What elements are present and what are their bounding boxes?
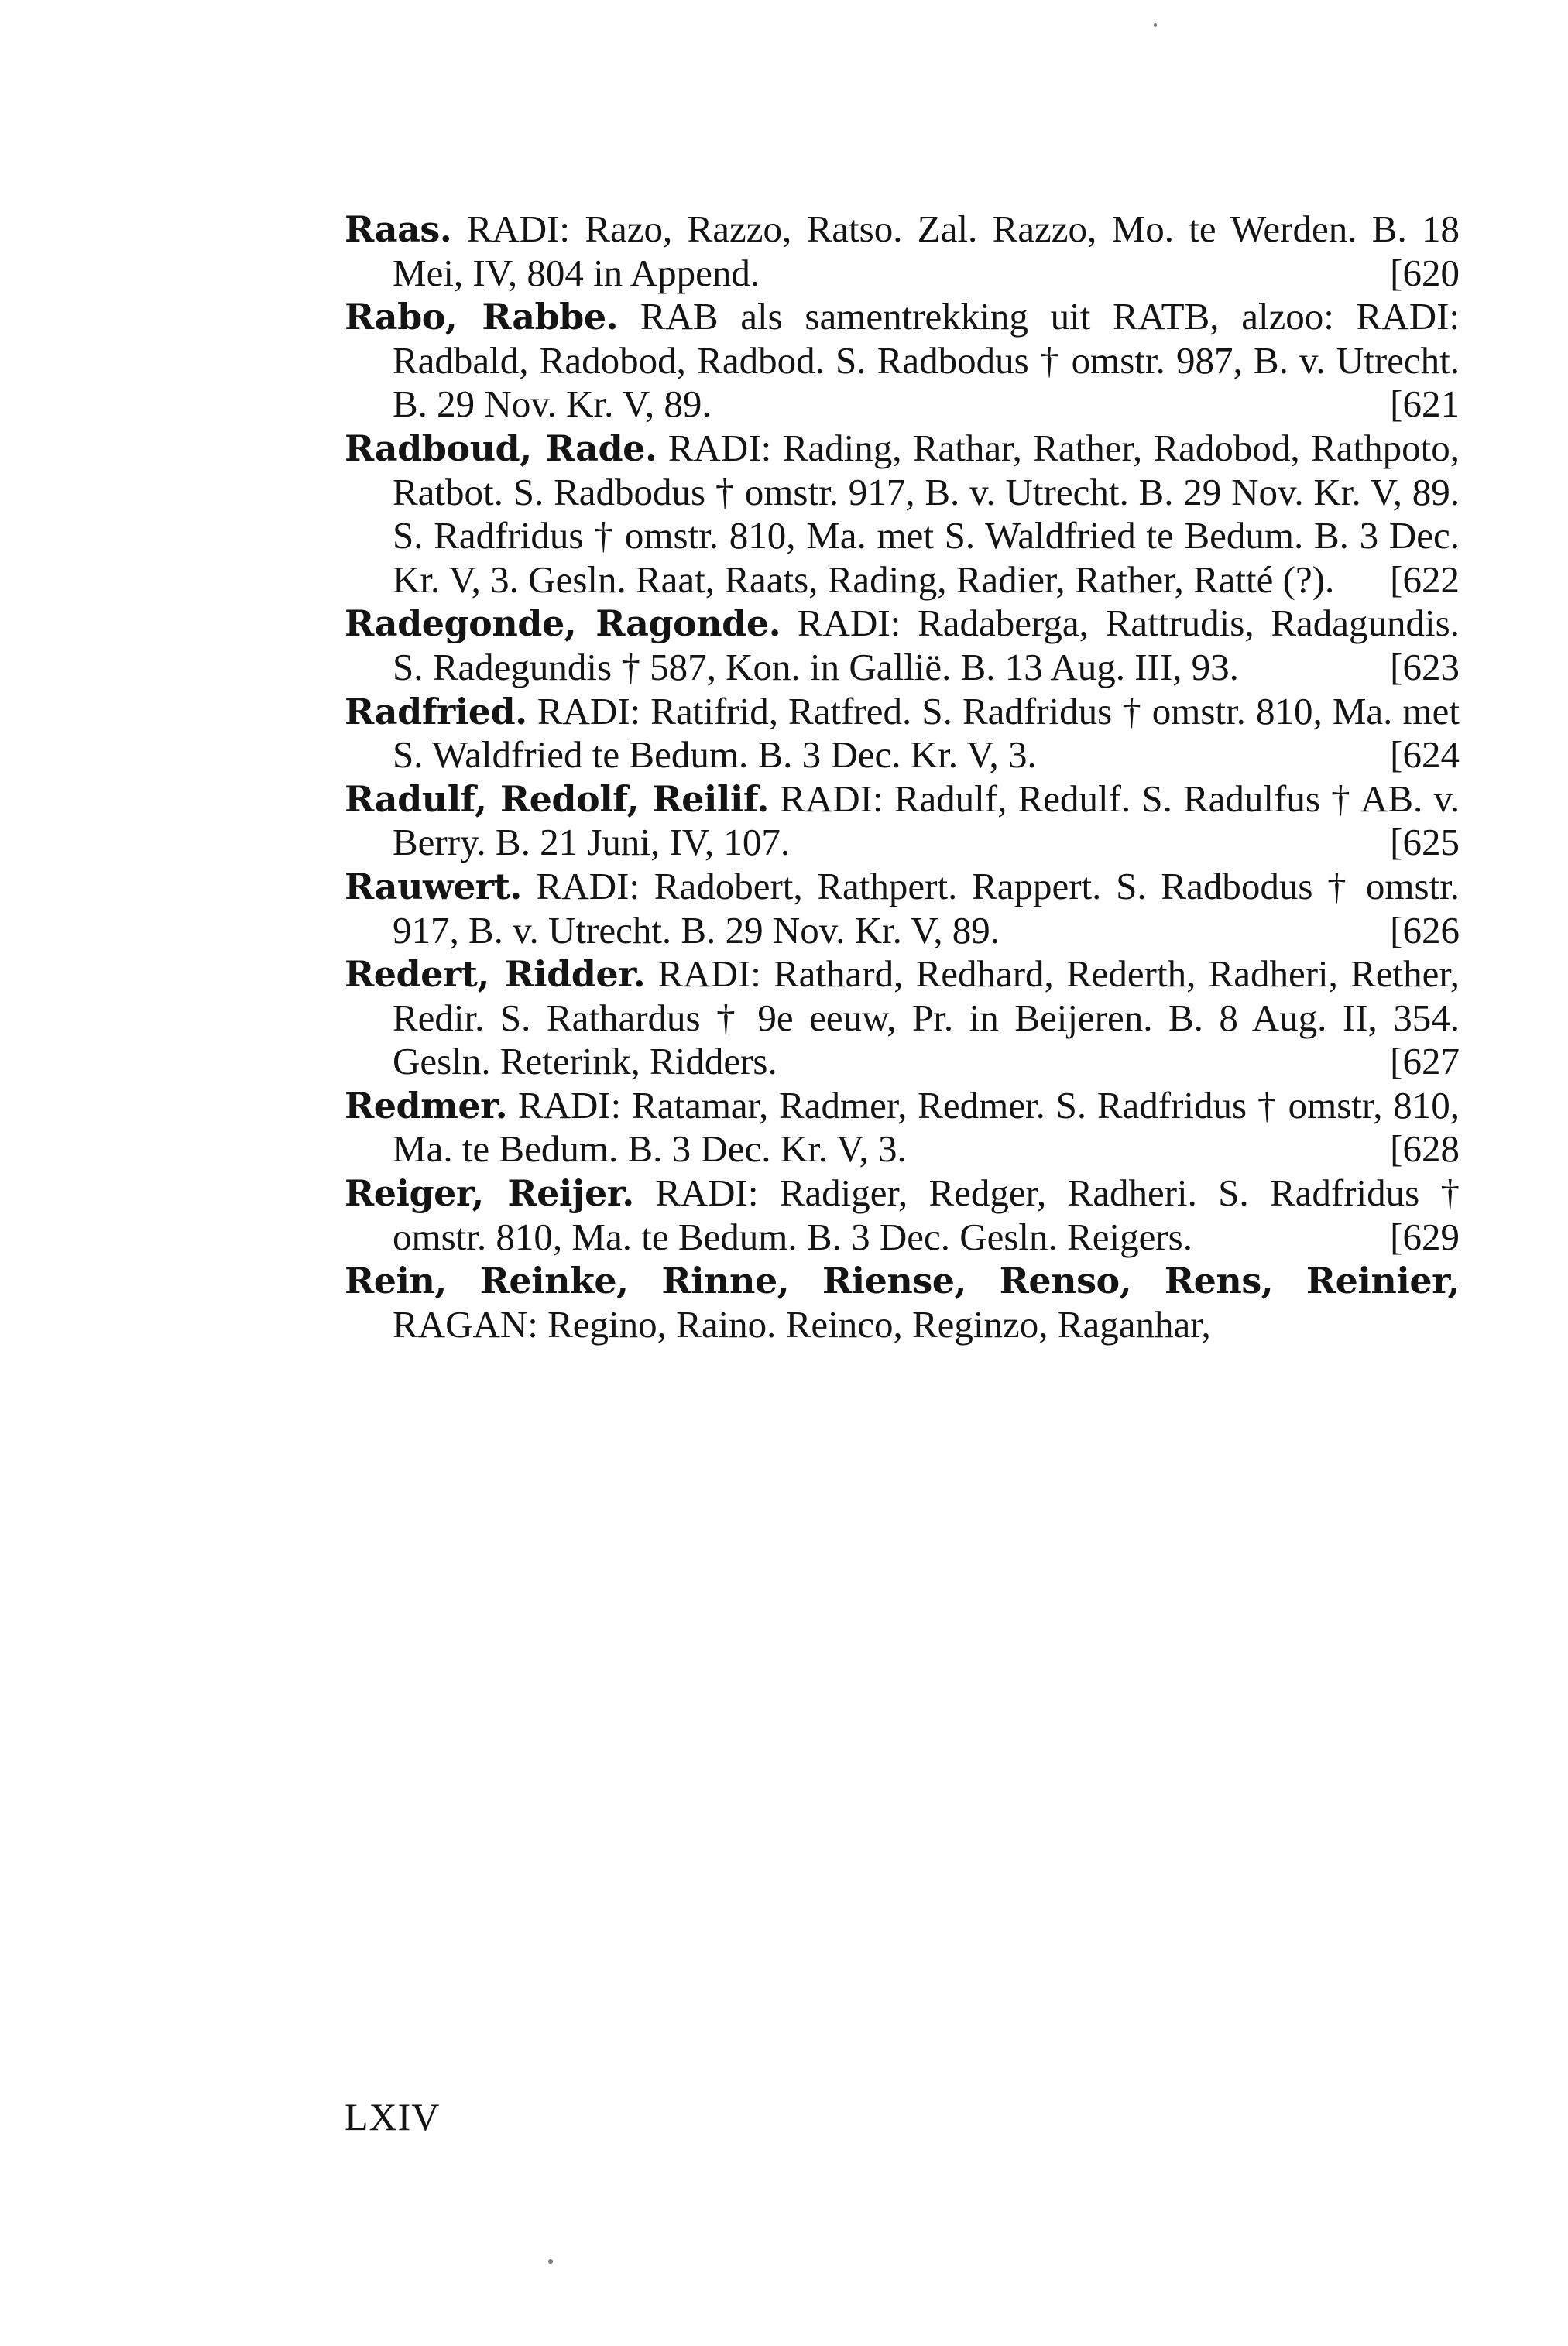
entry-number: [624 <box>1390 733 1460 777</box>
paper-speck <box>1154 23 1157 27</box>
entry-number: [622 <box>1390 557 1460 601</box>
entry-text: RADI: Rathard, Redhard, Rederth, Radheri, Rether, Redir. S. Rathardus † 9e eeuw, Pr. in Beijeren. B. 8 Aug. II, 354. Gesln. Reterink, Ridders. <box>393 952 1460 1083</box>
entry-text: RADI: Rading, Rathar, Rather, Radobod, Rathpoto, Ratbot. S. Radbodus † omstr. 917, B. v. Utrecht. B. 29 Nov. Kr. V, 89. S. Radfridus † omstr. 810, Ma. met S. Waldfried te Bedum. B. 3 Dec. Kr. V, 3. Gesln. Raat, Raats, Rading, Radier, Rather, Ratté (?). <box>393 426 1460 601</box>
paper-speck <box>548 2259 553 2264</box>
entry-redmer <box>345 1084 1460 1171</box>
entry-headword: Rein, Reinke, Rinne, Riense, Renso, Rens, Reinier, <box>345 1260 1460 1302</box>
page-folio: LXIV <box>345 2095 441 2138</box>
entry-redert <box>345 952 1460 1084</box>
entry-text: RAB als samentrekking uit RATB, alzoo: RADI: Radbald, Radobod, Radbod. S. Radbodus † omstr. 987, B. v. Utrecht. B. 29 Nov. Kr. V, 89. <box>393 295 1460 426</box>
entry-number: [620 <box>1390 251 1460 294</box>
entry-text: RADI: Radulf, Redulf. S. Radulfus † AB. v. Berry. B. 21 Juni, IV, 107. <box>393 777 1460 864</box>
entry-headword: Reiger, Reijer. <box>345 1172 634 1215</box>
entry-text: RADI: Razo, Razzo, Ratso. Zal. Razzo, Mo. te Werden. B. 18 Mei, IV, 804 in Append. <box>393 208 1460 294</box>
entry-number: [623 <box>1390 645 1460 688</box>
entry-radulf <box>345 777 1460 865</box>
entry-raas <box>345 208 1460 295</box>
entry-number: [627 <box>1390 1040 1460 1083</box>
entry-radboud <box>345 427 1460 602</box>
entry-text: RADI: Ratamar, Radmer, Redmer. S. Radfridus † omstr, 810, Ma. te Bedum. B. 3 Dec. Kr. V, 3. <box>393 1083 1460 1171</box>
entry-rein <box>345 1259 1460 1346</box>
entry-headword: Radboud, Rade. <box>345 427 657 469</box>
entry-rauwert <box>345 865 1460 952</box>
entry-number: [625 <box>1390 821 1460 864</box>
entry-text: RADI: Ratifrid, Ratfred. S. Radfridus † omstr. 810, Ma. met S. Waldfried te Bedum. B. 3 Dec. Kr. V, 3. <box>393 689 1460 777</box>
entry-headword: Redert, Ridder. <box>345 953 646 996</box>
entry-number: [629 <box>1390 1215 1460 1258</box>
entry-text: RAGAN: Regino, Raino. Reinco, Reginzo, Raganhar, <box>393 1302 1211 1346</box>
entry-rabo <box>345 295 1460 427</box>
entry-reiger <box>345 1171 1460 1259</box>
dictionary-entries <box>345 208 1460 1346</box>
entry-radegonde <box>345 602 1460 689</box>
entry-text: RADI: Radiger, Redger, Radheri. S. Radfridus † omstr. 810, Ma. te Bedum. B. 3 Dec. Gesln. Reigers. <box>393 1171 1460 1258</box>
entry-headword: Radfried. <box>345 690 527 732</box>
entry-number: [628 <box>1390 1127 1460 1171</box>
entry-headword: Radulf, Redolf, Reilif. <box>345 777 770 820</box>
entry-headword: Redmer. <box>345 1084 508 1127</box>
entry-text: RADI: Radaberga, Rattrudis, Radagundis. S. Radegundis † 587, Kon. in Gallië. B. 13 Aug. III, 93. <box>393 602 1460 688</box>
entry-headword: Rabo, Rabbe. <box>345 296 619 338</box>
entry-number: [621 <box>1390 382 1460 426</box>
entry-headword: Rauwert. <box>345 865 522 907</box>
entry-headword: Radegonde, Ragonde. <box>345 602 781 645</box>
entry-headword: Raas. <box>345 208 452 250</box>
entry-text: RADI: Radobert, Rathpert. Rappert. S. Radbodus † omstr. 917, B. v. Utrecht. B. 29 Nov. Kr. V, 89. <box>393 864 1460 952</box>
entry-radfried <box>345 690 1460 777</box>
entry-number: [626 <box>1390 908 1460 952</box>
